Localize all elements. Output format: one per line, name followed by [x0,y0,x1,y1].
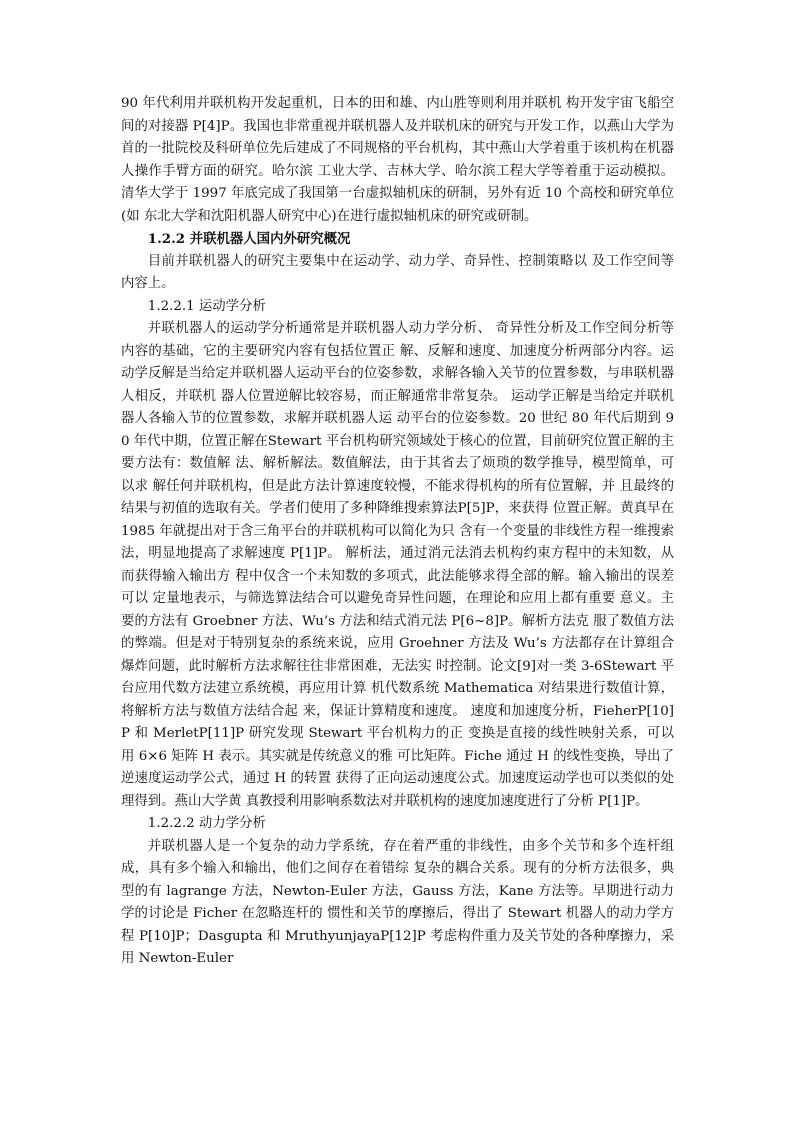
section-heading-1-2-2-1: 1.2.2.1 运动学分析 [147,298,266,314]
paragraph-dynamics: 并联机器人是一个复杂的动力学系统，存在着严重的非线性，由多个关节和多个连杆组成，具有多个输入和输出，他们之间存在着错综 复杂的耦合关系。现有的分析方法很多，典型的有 lagrange 方法，Newton-Euler 方法，Gauss 方法，Kane 方法等。早期进行动力学的讨论是 Ficher 在忽略连杆的 惯性和关节的摩擦后，得出了 Stewart 机器人的动力学方程 P[10]P；Dasgupta 和 MruthyunjayaP[12]P 考虑构件重力及关节处的各种摩擦力，采用 Newton-Euler [121,838,674,966]
paragraph-kinematics: 并联机器人的运动学分析通常是并联机器人动力学分析、 奇异性分析及工作空间分析等内容的基础，它的主要研究内容有包括位置正 解、反解和速度、加速度分析两部分内容。运动学反解是当给定并联机器人运动平台的位姿参数，求解各输入关节的位置参数，与串联机器人相反，并联机 器人位置逆解比较容易，而正解通常非常复杂。 运动学正解是当给定并联机器人各输入节的位置参数，求解并联机器人运 动平台的位姿参数。20 世纪 80 年代后期到 90 年代中期，位置正解在Stewart 平台机构研究领域处于核心的位置，目前研究位置正解的主要方法有：数值解 法、解析解法。数值解法，由于其省去了烦琐的数学推导，模型简单，可以求 解任何并联机构，但是此方法计算速度较慢，不能求得机构的所有位置解，并 且最终的结果与初值的选取有关。学者们使用了多种降维搜索算法P[5]P，来获得 位置正解。黄真早在 1985 年就提出对于含三角平台的并联机构可以简化为只 含有一个变量的非线性方程一维搜索法，明显地提高了求解速度 P[1]P。 解析法，通过消元法消去机构约束方程中的未知数，从而获得输入输出方 程中仅含一个未知数的多项式，此法能够求得全部的解。输入输出的误差可以 定量地表示，与筛选算法结合可以避免奇异性问题，在理论和应用上都有重要 意义。主要的方法有 Groebner 方法、Wu’s 方法和结式消元法 P[6~8]P。解析方法克 服了数值方法的弊端。但是对于特别复杂的系统来说，应用 Groehner 方法及 Wu’s 方法都存在计算组合爆炸问题，此时解析方法求解往往非常困难，无法实 时控制。论文[9]对一类 3-6Stewart 平台应用代数方法建立系统模，再应用计算 机代数系统 Mathematica 对结果进行数值计算，将解析方法与数值方法结合起 来，保证计算精度和速度。 速度和加速度分析，FieherP[10]P 和 MerletP[11]P 研究发现 Stewart 平台机构力的正 变换是直接的线性映射关系，可以用 6×6 矩阵 H 表示。其实就是传统意义的雅 可比矩阵。Fiche 通过 H 的线性变换，导出了逆速度运动学公式，通过 H 的转置 获得了正向运动速度公式。加速度运动学也可以类似的处理得到。燕山大学黄 真教授利用影响系数法对并联机构的速度加速度进行了分析 P[1]P。 [121,321,674,809]
section-heading-1-2-2-2: 1.2.2.2 动力学分析 [147,816,266,831]
paragraph-intro: 90 年代利用并联机构开发起重机，日本的田和雄、内山胜等则利用并联机 构开发宇宙飞船空间的对接器 P[4]P。我国也非常重视并联机器人及并联机床的研究与开发工作，以燕山大学为首的一批院校及科研单位先后建成了不同规格的平台机构，其中燕山大学着重于该机构在机器人操作手臂方面的研究。哈尔滨 工业大学、吉林大学、哈尔滨工程大学等着重于运动模拟。清华大学于 1997 年底完成了我国第一台虚拟轴机床的研制，另外有近 10 个高校和研究单位(如 东北大学和沈阳机器人研究中心)在进行虚拟轴机床的研究或研制。 [121,96,674,224]
document-body [121,93,674,971]
section-heading-1-2-2: 1.2.2 并联机器人国内外研究概况 [147,231,351,247]
paragraph-research-overview: 目前并联机器人的研究主要集中在运动学、动力学、奇异性、控制策略以 及工作空间等内容上。 [121,253,674,291]
